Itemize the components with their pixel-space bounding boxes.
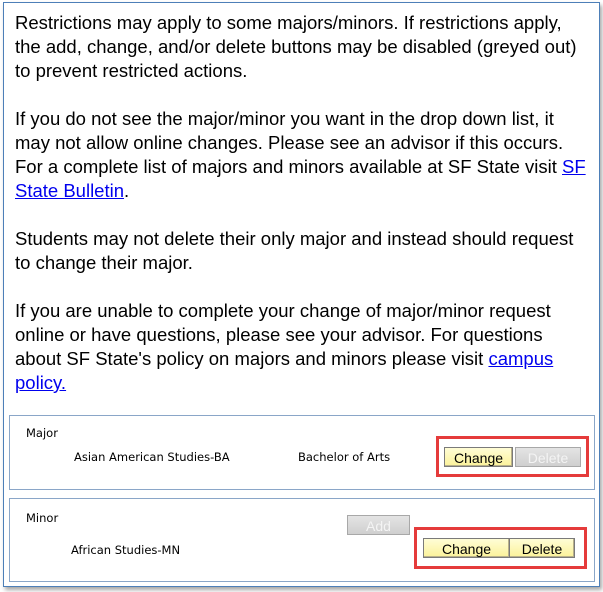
minor-panel [9, 498, 595, 582]
campus-policy-link[interactable]: campus policy. [15, 348, 554, 393]
minor-add-button[interactable]: Add [347, 515, 410, 535]
major-delete-button[interactable]: Delete [515, 447, 581, 467]
delete-only-major-paragraph: Students may not delete their only major and instead should request to change their major. [15, 228, 574, 273]
major-program-name: Asian American Studies-BA [74, 450, 230, 464]
dropdown-paragraph-text: If you do not see the major/minor you want in the drop down list, it may not allow online changes. Please see an advisor if this occurs. For a complete list of majors and minors available at SF State visit [15, 108, 564, 177]
dropdown-paragraph [15, 107, 590, 203]
major-section-label: Major [26, 426, 58, 440]
minor-program-name: African Studies-MN [71, 543, 181, 557]
info-text-block [15, 11, 590, 419]
questions-paragraph [15, 299, 590, 395]
sf-state-bulletin-link[interactable]: SF State Bulletin [15, 156, 586, 201]
major-panel [9, 415, 595, 490]
minor-section-label: Minor [26, 511, 59, 525]
major-change-button[interactable]: Change [444, 447, 513, 467]
dropdown-paragraph-end: . [124, 180, 130, 201]
minor-delete-button[interactable]: Delete [509, 538, 575, 558]
restrictions-paragraph: Restrictions may apply to some majors/minors. If restrictions apply, the add, change, and/or delete buttons may be disabled (greyed out) to prevent restricted actions. [15, 12, 577, 81]
major-degree-name: Bachelor of Arts [298, 450, 391, 464]
content-frame [3, 2, 600, 587]
minor-change-button[interactable]: Change [423, 538, 510, 558]
questions-paragraph-text: If you are unable to complete your change of major/minor request online or have questions, please see your advisor. For questions about SF State's policy on majors and minors please visit [15, 300, 551, 369]
